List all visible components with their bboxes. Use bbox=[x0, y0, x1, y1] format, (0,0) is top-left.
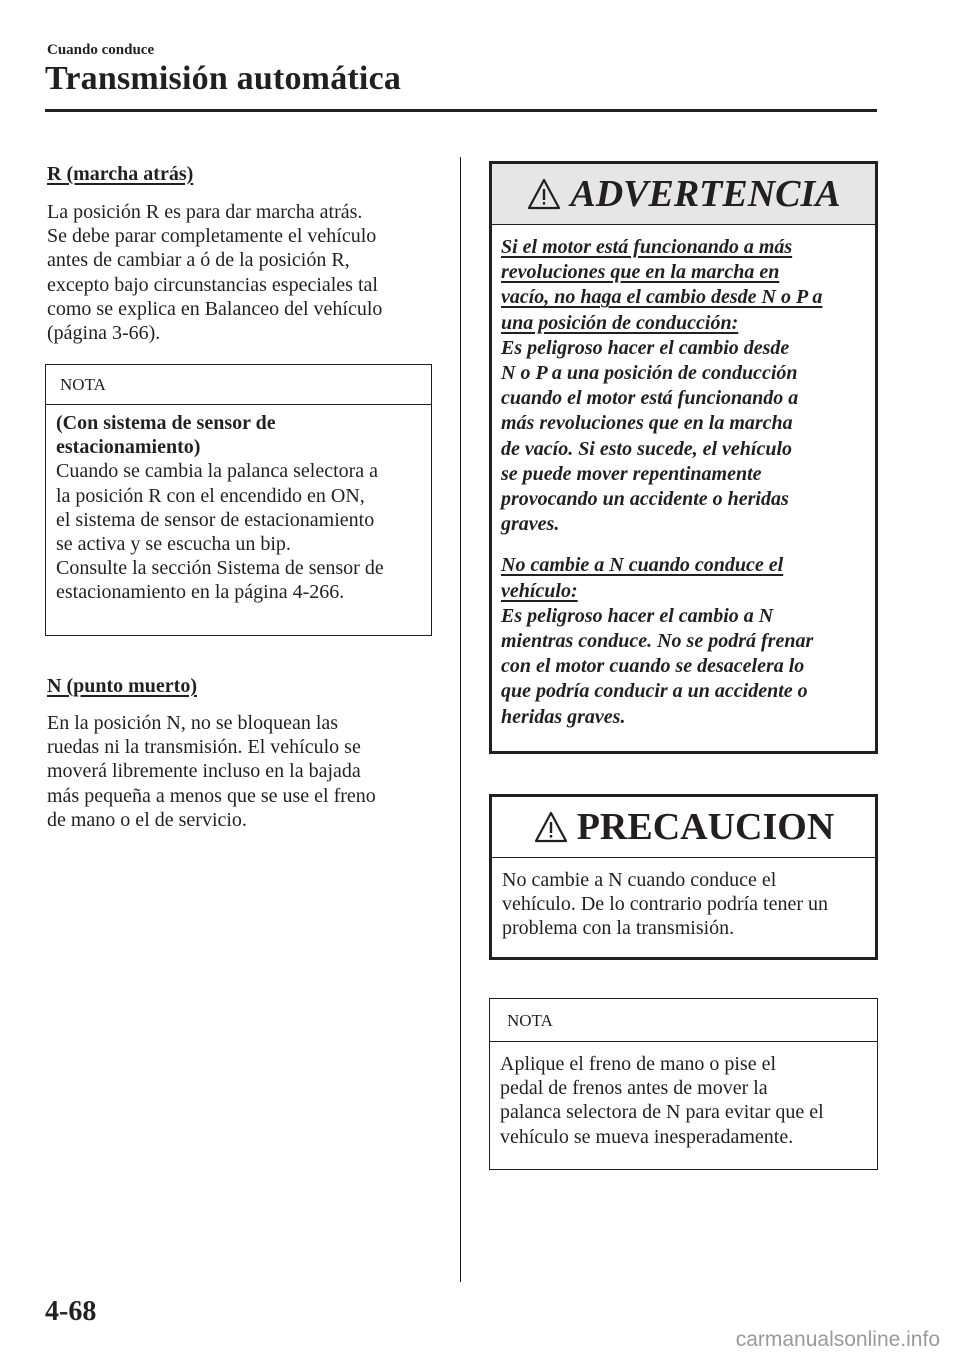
note-body bbox=[490, 1042, 877, 1149]
header-rule bbox=[45, 109, 877, 112]
warning-body bbox=[492, 225, 875, 730]
warning-line: que podría conducir a un accidente o bbox=[501, 680, 808, 703]
note-line: vehículo se mueva inesperadamente. bbox=[500, 1125, 794, 1148]
note-line: el sistema de sensor de estacionamiento bbox=[56, 508, 375, 531]
warning-line: Si el motor está funcionando a más bbox=[501, 236, 793, 258]
note-line: estacionamiento en la página 4-266. bbox=[56, 581, 345, 604]
caution-line: vehículo. De lo contrario podría tener un bbox=[502, 893, 828, 916]
caution-line: No cambie a N cuando conduce el bbox=[502, 869, 777, 891]
text-line: como se explica en Balanceo del vehículo bbox=[47, 297, 383, 320]
note-line: se activa y se escucha un bip. bbox=[56, 533, 291, 556]
note-line: palanca selectora de N para evitar que el bbox=[500, 1101, 824, 1124]
text-line: más pequeña a menos que se use el freno bbox=[47, 784, 376, 807]
warning-triangle-icon bbox=[526, 177, 562, 211]
note-line: la posición R con el encendido en ON, bbox=[56, 484, 365, 507]
section-label: Cuando conduce bbox=[47, 42, 155, 58]
warning-line: vacío, no haga el cambio desde N o P a bbox=[501, 286, 823, 309]
text-line: La posición R es para dar marcha atrás. bbox=[47, 201, 363, 223]
note-line: (Con sistema de sensor de bbox=[56, 412, 276, 434]
warning-box bbox=[489, 161, 878, 754]
paragraph-gap bbox=[501, 537, 875, 553]
warning-line: vehículo: bbox=[501, 579, 578, 602]
note-box-parking-brake bbox=[489, 998, 878, 1170]
note-line: Cuando se cambia la palanca selectora a bbox=[56, 460, 379, 483]
text-line: Se debe parar completamente el vehículo bbox=[47, 225, 377, 248]
warning-line: con el motor cuando se desacelera lo bbox=[501, 655, 805, 678]
warning-line: N o P a una posición de conducción bbox=[501, 362, 798, 385]
caution-triangle-icon bbox=[533, 810, 569, 844]
note-box-parking-sensor bbox=[45, 364, 432, 636]
text-line: ruedas ni la transmisión. El vehículo se bbox=[47, 736, 361, 759]
caution-box bbox=[489, 794, 878, 960]
caution-header bbox=[492, 797, 875, 858]
note-line: pedal de frenos antes de mover la bbox=[500, 1077, 768, 1100]
caution-line: problema con la transmisión. bbox=[502, 917, 735, 940]
n-position-heading: N (punto muerto) bbox=[47, 675, 197, 697]
caution-title: PRECAUCION bbox=[576, 806, 835, 848]
r-position-text bbox=[47, 200, 382, 345]
warning-line: heridas graves. bbox=[501, 705, 626, 728]
warning-line: No cambie a N cuando conduce el bbox=[501, 554, 784, 577]
page-title: Transmisión automática bbox=[45, 60, 402, 97]
warning-line: provocando un accidente o heridas bbox=[501, 488, 789, 511]
text-line: excepto bajo circunstancias especiales tal bbox=[47, 273, 378, 296]
note-line: Aplique el freno de mano o pise el bbox=[500, 1053, 777, 1075]
note-line: estacionamiento) bbox=[56, 436, 201, 459]
text-line: (página 3-66). bbox=[47, 322, 161, 345]
text-line: En la posición N, no se bloquean las bbox=[47, 712, 339, 734]
text-line: de mano o el de servicio. bbox=[47, 808, 247, 831]
warning-line: una posición de conducción: bbox=[501, 311, 739, 334]
warning-line: cuando el motor está funcionando a bbox=[501, 387, 799, 410]
warning-header bbox=[492, 164, 875, 225]
note-label: NOTA bbox=[46, 365, 431, 405]
watermark: carmanualsonline.info bbox=[735, 1328, 940, 1351]
text-line: antes de cambiar a ó de la posición R, bbox=[47, 249, 350, 272]
r-position-heading: R (marcha atrás) bbox=[47, 163, 194, 185]
column-divider bbox=[460, 157, 461, 1282]
warning-line: revoluciones que en la marcha en bbox=[501, 261, 780, 284]
page-number: 4-68 bbox=[45, 1296, 97, 1327]
note-label: NOTA bbox=[490, 999, 877, 1042]
n-position-text bbox=[47, 711, 376, 832]
caution-body bbox=[492, 858, 875, 941]
warning-line: de vacío. Si esto sucede, el vehículo bbox=[501, 437, 793, 460]
warning-line: mientras conduce. No se podrá frenar bbox=[501, 630, 814, 653]
warning-title: ADVERTENCIA bbox=[570, 173, 841, 215]
warning-line: más revoluciones que en la marcha bbox=[501, 412, 793, 435]
warning-line: Es peligroso hacer el cambio desde bbox=[501, 336, 790, 359]
text-line: moverá libremente incluso en la bajada bbox=[47, 760, 361, 783]
note-body bbox=[46, 405, 431, 605]
warning-line: Es peligroso hacer el cambio a N bbox=[501, 604, 774, 627]
warning-line: graves. bbox=[501, 513, 560, 536]
warning-line: se puede mover repentinamente bbox=[501, 462, 762, 485]
note-line: Consulte la sección Sistema de sensor de bbox=[56, 557, 384, 580]
